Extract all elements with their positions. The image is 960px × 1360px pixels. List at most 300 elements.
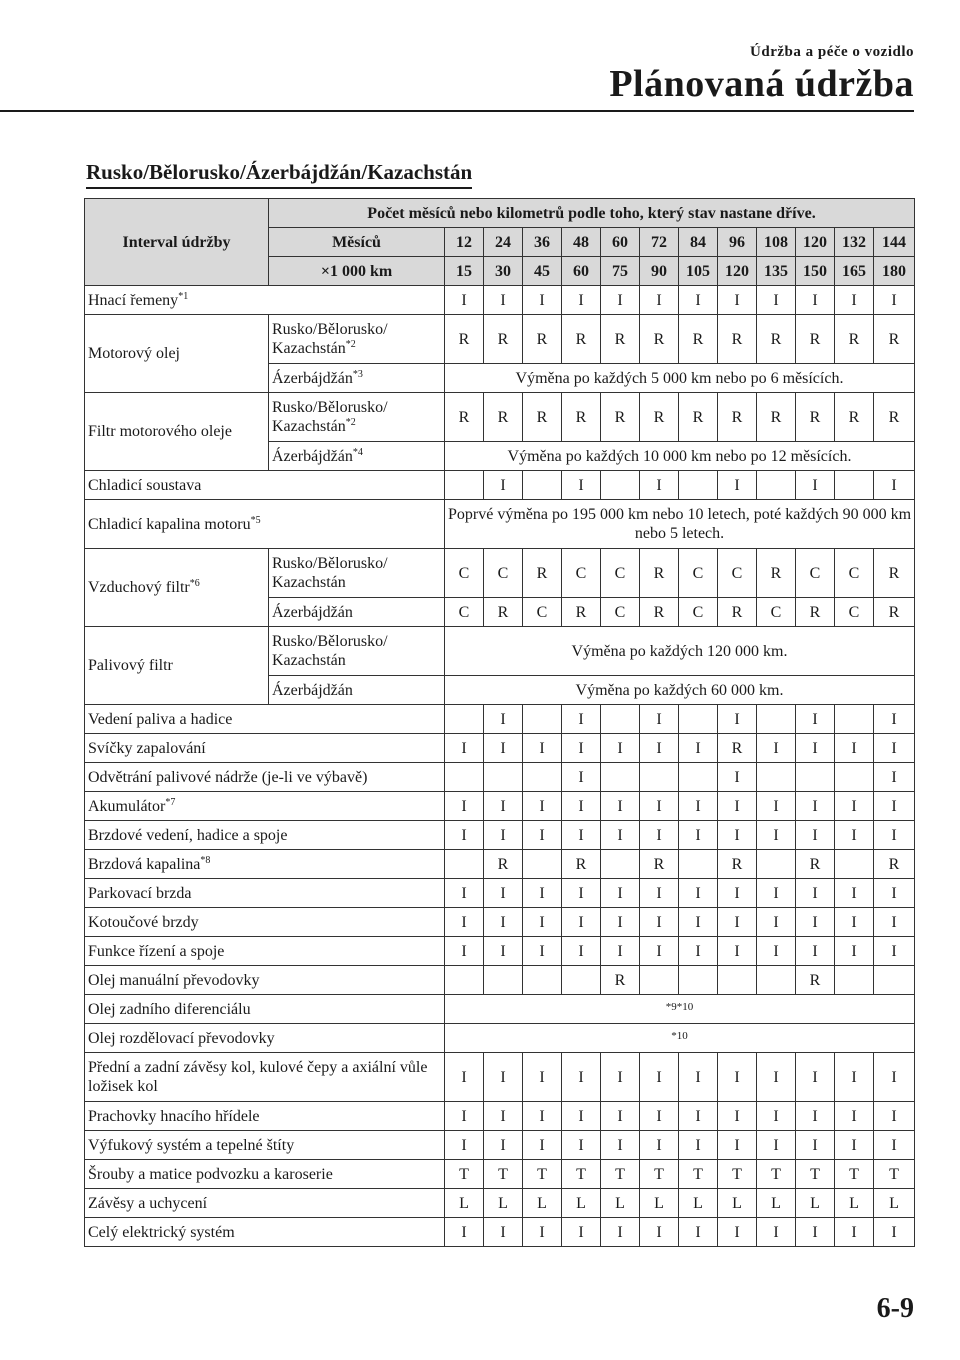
interval-cell (835, 966, 874, 995)
interval-cell: I (874, 1131, 915, 1160)
interval-cell: I (484, 821, 523, 850)
interval-cell (874, 966, 915, 995)
item-name-text: Vedení paliva a hadice (88, 710, 233, 728)
interval-cell: I (796, 705, 835, 734)
interval-cell (445, 471, 484, 500)
table-row (85, 471, 915, 500)
interval-cell: R (523, 549, 562, 598)
interval-cell (757, 471, 796, 500)
interval-cell: R (484, 315, 523, 364)
interval-cell: I (445, 821, 484, 850)
interval-cell: I (484, 286, 523, 315)
table-row (85, 315, 915, 364)
interval-cell: I (679, 1131, 718, 1160)
km-cell: 45 (523, 257, 562, 286)
interval-cell: I (835, 821, 874, 850)
interval-cell: T (679, 1160, 718, 1189)
interval-cell: C (835, 598, 874, 627)
interval-cell (796, 763, 835, 792)
interval-cell: I (445, 908, 484, 937)
item-name-text: Prachovky hnacího hřídele (88, 1107, 260, 1125)
interval-cell: I (874, 937, 915, 966)
item-subtype (269, 315, 445, 364)
item-name-text: Kotoučové brzdy (88, 913, 199, 931)
subtype-text: Rusko/Bělorusko/ Kazachstán (272, 555, 388, 591)
interval-cell: I (718, 1102, 757, 1131)
interval-cell: I (679, 879, 718, 908)
interval-cell: I (835, 792, 874, 821)
interval-note: Poprvé výměna po 195 000 km nebo 10 letech, poté každých 90 000 km nebo 5 letech. (445, 500, 915, 549)
interval-cell: R (796, 393, 835, 442)
interval-cell: I (874, 1218, 915, 1247)
interval-cell: I (484, 937, 523, 966)
item-name (85, 792, 445, 821)
interval-cell: I (601, 1131, 640, 1160)
item-name-text: Motorový olej (88, 345, 180, 362)
interval-cell: T (874, 1160, 915, 1189)
interval-cell: I (835, 937, 874, 966)
table-row (85, 879, 915, 908)
km-cell: 120 (718, 257, 757, 286)
interval-cell (523, 763, 562, 792)
interval-cell: I (562, 821, 601, 850)
item-name-text: Závěsy a uchycení (88, 1194, 208, 1212)
interval-cell: I (562, 705, 601, 734)
interval-cell: C (757, 598, 796, 627)
km-cell: 180 (874, 257, 915, 286)
interval-cell: R (601, 393, 640, 442)
item-name (85, 393, 269, 471)
interval-cell (484, 763, 523, 792)
month-cell: 36 (523, 228, 562, 257)
interval-cell: C (601, 549, 640, 598)
subtype-text: Rusko/Bělorusko/ Kazachstán (272, 321, 388, 357)
interval-cell: R (796, 598, 835, 627)
km-cell: 30 (484, 257, 523, 286)
interval-cell: C (679, 598, 718, 627)
interval-cell: I (640, 471, 679, 500)
interval-cell: I (835, 1218, 874, 1247)
interval-cell: T (796, 1160, 835, 1189)
interval-cell: C (601, 598, 640, 627)
interval-note: Výměna po každých 5 000 km nebo po 6 měsících. (445, 364, 915, 393)
interval-cell: R (640, 549, 679, 598)
table-row (85, 850, 915, 879)
interval-cell: R (757, 549, 796, 598)
item-name-text: Funkce řízení a spoje (88, 942, 225, 960)
km-cell: 75 (601, 257, 640, 286)
item-name-text: Vzduchový filtr (88, 579, 190, 596)
table-row (85, 1053, 915, 1102)
interval-cell: I (640, 879, 679, 908)
interval-cell: I (523, 821, 562, 850)
interval-cell: R (562, 598, 601, 627)
interval-cell: T (835, 1160, 874, 1189)
interval-cell (523, 850, 562, 879)
table-row (85, 966, 915, 995)
interval-cell: R (523, 393, 562, 442)
interval-cell: I (757, 879, 796, 908)
interval-cell: R (718, 734, 757, 763)
interval-cell: I (796, 1131, 835, 1160)
interval-cell: T (757, 1160, 796, 1189)
interval-cell: I (835, 1102, 874, 1131)
interval-cell: I (562, 1218, 601, 1247)
item-subtype (269, 393, 445, 442)
interval-cell: I (601, 908, 640, 937)
interval-cell: I (523, 286, 562, 315)
interval-cell: I (601, 734, 640, 763)
item-name-text: Brzdové vedení, hadice a spoje (88, 826, 288, 844)
interval-cell (835, 850, 874, 879)
table-row (85, 1131, 915, 1160)
interval-cell: I (640, 1102, 679, 1131)
km-cell: 135 (757, 257, 796, 286)
interval-cell (445, 705, 484, 734)
table-row (85, 792, 915, 821)
interval-cell: I (601, 879, 640, 908)
item-name (85, 1053, 445, 1102)
interval-cell: R (523, 315, 562, 364)
interval-cell: I (640, 821, 679, 850)
interval-cell: I (757, 1053, 796, 1102)
interval-cell: I (796, 821, 835, 850)
interval-cell: L (835, 1189, 874, 1218)
interval-cell: I (640, 908, 679, 937)
item-name-text: Celý elektrický systém (88, 1223, 235, 1241)
interval-cell (601, 471, 640, 500)
interval-cell: I (562, 1102, 601, 1131)
month-cell: 132 (835, 228, 874, 257)
km-cell: 165 (835, 257, 874, 286)
interval-cell: I (679, 1102, 718, 1131)
interval-cell (640, 763, 679, 792)
interval-cell: I (484, 879, 523, 908)
km-cell: 15 (445, 257, 484, 286)
item-name (85, 549, 269, 627)
item-subtype (269, 627, 445, 676)
item-name-text: Filtr motorového oleje (88, 423, 232, 440)
interval-cell: I (523, 792, 562, 821)
interval-cell: L (718, 1189, 757, 1218)
interval-cell: I (523, 1102, 562, 1131)
interval-cell: I (718, 286, 757, 315)
interval-cell: I (484, 471, 523, 500)
interval-cell: R (562, 393, 601, 442)
interval-cell: I (679, 286, 718, 315)
item-name (85, 879, 445, 908)
interval-cell: I (757, 286, 796, 315)
interval-cell: L (523, 1189, 562, 1218)
interval-cell: C (562, 549, 601, 598)
interval-cell (445, 763, 484, 792)
interval-cell: I (562, 763, 601, 792)
interval-cell: I (523, 1218, 562, 1247)
header-subtitle: Údržba a péče o vozidlo (750, 44, 914, 60)
item-name (85, 937, 445, 966)
interval-cell: L (445, 1189, 484, 1218)
interval-cell: I (874, 879, 915, 908)
interval-cell (757, 705, 796, 734)
item-subtype (269, 676, 445, 705)
interval-cell: I (757, 734, 796, 763)
interval-cell: I (523, 1053, 562, 1102)
interval-cell: R (562, 850, 601, 879)
interval-cell: R (601, 315, 640, 364)
interval-cell: I (562, 471, 601, 500)
table-row (85, 549, 915, 598)
table-row (85, 627, 915, 676)
subtype-text: Ázerbájdžán (272, 603, 353, 621)
interval-cell: I (874, 734, 915, 763)
item-subtype (269, 549, 445, 598)
interval-cell: I (601, 821, 640, 850)
interval-cell: R (796, 850, 835, 879)
interval-cell: I (445, 1053, 484, 1102)
item-name (85, 1131, 445, 1160)
interval-cell: I (874, 705, 915, 734)
item-name-text: Odvětrání palivové nádrže (je-li ve výbavě) (88, 768, 368, 786)
item-name-text: Olej rozdělovací převodovky (88, 1029, 275, 1047)
interval-cell: I (484, 734, 523, 763)
interval-cell: R (796, 315, 835, 364)
interval-cell: I (796, 1218, 835, 1247)
interval-cell: I (874, 908, 915, 937)
interval-cell: R (679, 315, 718, 364)
interval-cell: I (445, 286, 484, 315)
table-row (85, 1024, 915, 1053)
item-name-text: Brzdová kapalina (88, 855, 201, 873)
section-title: Rusko/Bělorusko/Ázerbájdžán/Kazachstán (86, 160, 472, 189)
item-name (85, 1024, 445, 1053)
table-row (85, 734, 915, 763)
interval-cell: R (640, 393, 679, 442)
interval-cell: T (718, 1160, 757, 1189)
interval-cell (835, 471, 874, 500)
month-cell: 120 (796, 228, 835, 257)
interval-cell: R (640, 598, 679, 627)
interval-cell: I (523, 937, 562, 966)
month-cell: 12 (445, 228, 484, 257)
months-label: Měsíců (269, 228, 445, 257)
interval-note: *10 (445, 1024, 915, 1053)
interval-cell (757, 966, 796, 995)
table-row (85, 763, 915, 792)
footnote-ref: *3 (352, 368, 363, 380)
item-name (85, 1102, 445, 1131)
interval-cell: T (640, 1160, 679, 1189)
footnote-ref: *6 (189, 578, 200, 589)
interval-note: Počet měsíců nebo kilometrů podle toho, který stav nastane dříve. (269, 199, 915, 228)
table-row (85, 1102, 915, 1131)
km-cell: 90 (640, 257, 679, 286)
maintenance-schedule-table (84, 198, 915, 1247)
month-cell: 84 (679, 228, 718, 257)
interval-cell: I (796, 879, 835, 908)
interval-cell: I (796, 792, 835, 821)
interval-note: Výměna po každých 60 000 km. (445, 676, 915, 705)
interval-cell: I (757, 1131, 796, 1160)
interval-cell: I (601, 1053, 640, 1102)
interval-cell (601, 705, 640, 734)
interval-label: Interval údržby (85, 199, 269, 286)
interval-cell: T (562, 1160, 601, 1189)
interval-cell: R (757, 393, 796, 442)
month-cell: 96 (718, 228, 757, 257)
item-name-text: Chladicí soustava (88, 476, 202, 494)
interval-cell: R (835, 393, 874, 442)
interval-cell: R (796, 966, 835, 995)
item-name-text: Přední a zadní závěsy kol, kulové čepy a axiální vůle ložisek kol (88, 1059, 428, 1095)
interval-cell: I (562, 937, 601, 966)
km-cell: 60 (562, 257, 601, 286)
interval-cell: L (562, 1189, 601, 1218)
item-name-text: Parkovací brzda (88, 884, 192, 902)
interval-cell: I (796, 937, 835, 966)
subtype-text: Ázerbájdžán (272, 681, 353, 699)
table-row (85, 1189, 915, 1218)
interval-cell: R (874, 393, 915, 442)
item-name (85, 286, 445, 315)
interval-cell: I (718, 879, 757, 908)
interval-cell (835, 763, 874, 792)
month-cell: 60 (601, 228, 640, 257)
interval-cell: I (640, 937, 679, 966)
subtype-text: Rusko/Bělorusko/ Kazachstán (272, 633, 388, 669)
interval-cell: R (874, 850, 915, 879)
interval-cell: I (718, 471, 757, 500)
interval-cell: C (679, 549, 718, 598)
item-name (85, 1189, 445, 1218)
interval-cell: I (757, 792, 796, 821)
item-subtype (269, 442, 445, 471)
interval-cell: I (757, 1218, 796, 1247)
month-cell: 108 (757, 228, 796, 257)
interval-cell: I (679, 792, 718, 821)
interval-cell: I (523, 734, 562, 763)
interval-cell: I (601, 937, 640, 966)
interval-cell: I (601, 1218, 640, 1247)
item-name (85, 1218, 445, 1247)
interval-cell: I (718, 705, 757, 734)
table-row (85, 705, 915, 734)
interval-cell: L (757, 1189, 796, 1218)
footnote-ref: *1 (178, 290, 189, 302)
interval-cell: R (601, 966, 640, 995)
interval-cell: I (718, 1218, 757, 1247)
footnote-ref: *2 (345, 417, 356, 428)
item-name (85, 627, 269, 705)
interval-cell (445, 966, 484, 995)
interval-cell: I (601, 286, 640, 315)
interval-cell: I (640, 1218, 679, 1247)
interval-cell: I (874, 471, 915, 500)
interval-cell: I (679, 734, 718, 763)
interval-cell: I (445, 734, 484, 763)
footnote-ref: *8 (200, 854, 211, 866)
interval-cell: I (484, 1102, 523, 1131)
interval-cell: I (640, 734, 679, 763)
interval-cell: L (796, 1189, 835, 1218)
interval-cell: C (445, 598, 484, 627)
interval-cell: I (484, 1131, 523, 1160)
interval-cell: I (835, 1053, 874, 1102)
interval-cell (562, 966, 601, 995)
item-name (85, 908, 445, 937)
interval-cell: I (874, 1102, 915, 1131)
interval-cell: I (718, 908, 757, 937)
interval-note: Výměna po každých 120 000 km. (445, 627, 915, 676)
interval-cell: I (757, 1102, 796, 1131)
interval-cell: I (679, 937, 718, 966)
interval-cell: I (484, 1218, 523, 1247)
interval-cell: I (562, 792, 601, 821)
interval-cell: I (562, 286, 601, 315)
interval-cell (484, 966, 523, 995)
interval-cell: I (679, 908, 718, 937)
interval-cell (757, 763, 796, 792)
footnote-ref: *4 (352, 446, 363, 458)
interval-cell (757, 850, 796, 879)
km-cell: 105 (679, 257, 718, 286)
item-name (85, 850, 445, 879)
interval-cell: I (445, 1131, 484, 1160)
interval-cell: R (484, 598, 523, 627)
interval-cell: I (835, 734, 874, 763)
interval-cell: I (718, 937, 757, 966)
interval-cell: I (484, 792, 523, 821)
interval-cell: I (796, 734, 835, 763)
interval-cell: R (874, 598, 915, 627)
interval-cell: R (718, 315, 757, 364)
interval-cell: R (640, 315, 679, 364)
interval-cell: I (562, 734, 601, 763)
interval-cell: I (562, 1053, 601, 1102)
interval-cell: I (718, 792, 757, 821)
interval-cell: I (484, 1053, 523, 1102)
interval-cell (523, 966, 562, 995)
interval-cell: I (445, 1102, 484, 1131)
km-label: ×1 000 km (269, 257, 445, 286)
footnote-ref: *2 (345, 339, 356, 350)
interval-cell: R (484, 393, 523, 442)
interval-cell (679, 471, 718, 500)
interval-cell (679, 705, 718, 734)
footnote-ref: *5 (250, 514, 261, 526)
item-name-text: Chladicí kapalina motoru (88, 515, 251, 533)
interval-cell: I (835, 908, 874, 937)
interval-cell: R (445, 315, 484, 364)
interval-cell: T (601, 1160, 640, 1189)
interval-cell: I (757, 821, 796, 850)
item-name (85, 966, 445, 995)
interval-cell: I (796, 471, 835, 500)
interval-cell: I (796, 286, 835, 315)
item-name-text: Svíčky zapalování (88, 739, 206, 757)
interval-cell: R (718, 598, 757, 627)
interval-cell: I (445, 937, 484, 966)
interval-cell: I (562, 879, 601, 908)
item-name (85, 705, 445, 734)
month-cell: 24 (484, 228, 523, 257)
item-name (85, 500, 445, 549)
interval-cell (679, 966, 718, 995)
interval-cell: L (679, 1189, 718, 1218)
interval-cell: I (484, 705, 523, 734)
interval-cell: I (679, 821, 718, 850)
table-row (85, 286, 915, 315)
table-row (85, 500, 915, 549)
